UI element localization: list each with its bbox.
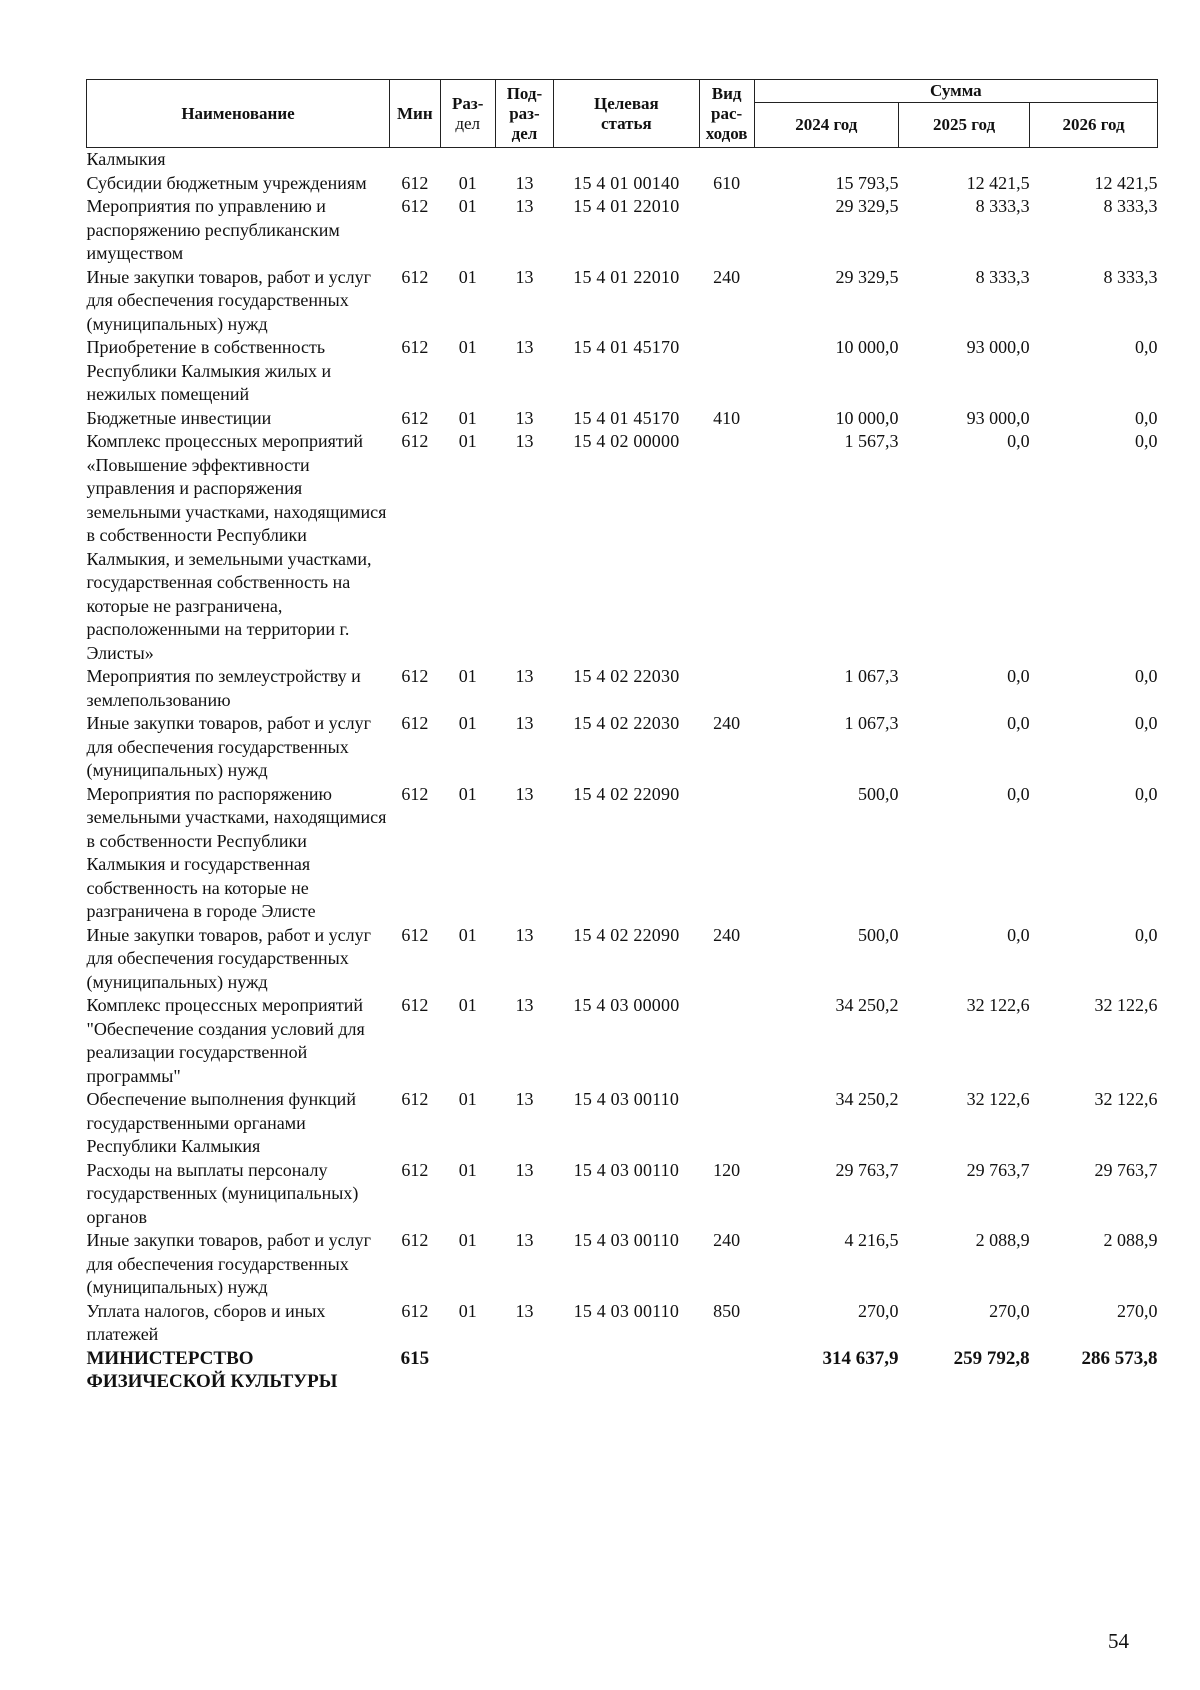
cell-podrazdel: 13 — [515, 431, 534, 451]
cell-2026: 0,0 — [1135, 924, 1158, 945]
cell-2025: 0,0 — [1007, 666, 1030, 686]
cell-podrazdel: 13 — [515, 1089, 534, 1109]
cell-2026: 32 122,6 — [1094, 1089, 1158, 1109]
table-row — [87, 924, 1158, 995]
cell-min — [390, 148, 441, 172]
cell-name: Приобретение в собственность Республики Калмыкия жилых и нежилых помещений — [86, 337, 332, 404]
cell-name: Иные закупки товаров, работ и услуг для обеспечения государственных (муниципальных) нужд — [86, 266, 371, 334]
cell-min: 612 — [401, 1159, 429, 1180]
table-row — [87, 1229, 1158, 1300]
cell-vid: 240 — [713, 924, 741, 945]
table-row — [87, 195, 1158, 266]
cell-razdel: 01 — [458, 713, 477, 733]
cell-razdel: 01 — [458, 431, 477, 451]
cell-razdel: 01 — [458, 1089, 477, 1109]
cell-2025: 270,0 — [989, 1300, 1030, 1321]
cell-vid — [699, 195, 754, 266]
cell-podrazdel: 13 — [515, 407, 534, 428]
cell-2026: 8 333,3 — [1103, 266, 1158, 287]
cell-name: Расходы на выплаты персоналу государственных (муниципальных) органов — [86, 1159, 359, 1227]
cell-min: 612 — [401, 713, 429, 733]
header-podrazdel-line3: дел — [511, 123, 538, 143]
table-row — [87, 1300, 1158, 1347]
header-min: Мин — [390, 80, 441, 148]
cell-razdel: 01 — [458, 1159, 477, 1180]
header-vid-line2: рас- — [711, 103, 743, 123]
cell-podrazdel: 13 — [515, 337, 534, 357]
cell-2026: 0,0 — [1135, 431, 1158, 451]
cell-2024: 29 329,5 — [835, 266, 899, 287]
cell-vid: 240 — [713, 1230, 741, 1250]
cell-2024: 10 000,0 — [835, 407, 899, 428]
cell-2025: 8 333,3 — [975, 266, 1030, 287]
cell-min: 612 — [401, 407, 429, 428]
cell-target: 15 4 01 00140 — [573, 172, 680, 193]
cell-podrazdel: 13 — [515, 1159, 534, 1180]
cell-razdel: 01 — [458, 172, 477, 193]
header-podrazdel-line1: Под- — [506, 83, 543, 103]
cell-razdel: 01 — [458, 995, 477, 1015]
cell-2026: 0,0 — [1135, 337, 1158, 357]
cell-target: 15 4 03 00110 — [573, 1230, 680, 1250]
header-razdel — [440, 80, 495, 148]
cell-min: 612 — [401, 1300, 429, 1321]
cell-2025: 93 000,0 — [966, 407, 1030, 428]
cell-podrazdel: 13 — [515, 196, 534, 216]
cell-name: Комплекс процессных мероприятий "Обеспечение создания условий для реализации государственной программы" — [86, 995, 365, 1086]
cell-razdel: 01 — [458, 266, 477, 287]
cell-2024: 1 067,3 — [844, 666, 899, 686]
cell-2026: 2 088,9 — [1103, 1230, 1158, 1250]
cell-2024: 500,0 — [857, 924, 899, 945]
cell-2026: 0,0 — [1135, 713, 1158, 733]
cell-target: 15 4 03 00110 — [573, 1089, 680, 1109]
cell-2025: 0,0 — [1007, 431, 1030, 451]
cell-target — [554, 1347, 699, 1394]
cell-name: Мероприятия по землеустройству и землепользованию — [86, 666, 361, 710]
header-vid — [699, 80, 754, 148]
cell-vid — [699, 994, 754, 1088]
cell-razdel: 01 — [458, 666, 477, 686]
table-row — [87, 665, 1158, 712]
cell-podrazdel: 13 — [515, 266, 534, 287]
cell-2025: 259 792,8 — [953, 1347, 1030, 1369]
cell-min: 612 — [401, 666, 429, 686]
cell-min: 612 — [401, 266, 429, 287]
cell-podrazdel: 13 — [515, 995, 534, 1015]
cell-vid: 610 — [713, 172, 741, 193]
header-year-2025: 2025 год — [898, 103, 1029, 148]
cell-vid — [699, 665, 754, 712]
header-razdel-line2: дел — [455, 113, 481, 133]
cell-min: 612 — [401, 172, 429, 193]
cell-vid: 850 — [713, 1300, 741, 1321]
header-target-line2: статья — [601, 113, 652, 133]
table-row — [87, 336, 1158, 407]
cell-vid — [699, 336, 754, 407]
cell-name: Иные закупки товаров, работ и услуг для обеспечения государственных (муниципальных) нужд — [86, 1230, 371, 1297]
header-year-2026: 2026 год — [1030, 103, 1158, 148]
header-vid-line1: Вид — [711, 83, 742, 103]
header-year-2024: 2024 год — [754, 103, 898, 148]
cell-2024: 4 216,5 — [844, 1230, 899, 1250]
table-row — [87, 1159, 1158, 1230]
cell-name: Калмыкия — [86, 149, 166, 169]
cell-podrazdel: 13 — [515, 1230, 534, 1250]
cell-2025: 2 088,9 — [975, 1230, 1030, 1250]
cell-2025 — [898, 148, 1029, 172]
table-row — [87, 712, 1158, 783]
cell-name: МИНИСТЕРСТВО ФИЗИЧЕСКОЙ КУЛЬТУРЫ — [86, 1347, 338, 1392]
table-row — [87, 1347, 1158, 1394]
cell-target — [554, 148, 699, 172]
cell-target: 15 4 01 45170 — [573, 337, 680, 357]
cell-target: 15 4 02 22030 — [573, 713, 680, 733]
header-target — [554, 80, 699, 148]
cell-vid: 410 — [713, 407, 741, 428]
cell-2025: 32 122,6 — [966, 1089, 1030, 1109]
cell-podrazdel — [495, 1347, 553, 1394]
cell-target: 15 4 01 22010 — [573, 196, 680, 216]
cell-name: Уплата налогов, сборов и иных платежей — [86, 1300, 326, 1344]
cell-2026: 29 763,7 — [1094, 1159, 1158, 1180]
cell-target: 15 4 02 22090 — [573, 924, 680, 945]
cell-2024 — [754, 148, 898, 172]
cell-2026: 8 333,3 — [1103, 196, 1158, 216]
cell-min: 612 — [401, 995, 429, 1015]
cell-target: 15 4 01 45170 — [573, 407, 680, 428]
cell-2026: 286 573,8 — [1081, 1347, 1158, 1369]
cell-name: Субсидии бюджетным учреждениям — [86, 172, 367, 193]
cell-2025: 0,0 — [1007, 713, 1030, 733]
header-vid-line3: ходов — [705, 123, 748, 143]
cell-target: 15 4 03 00110 — [573, 1300, 680, 1321]
cell-razdel: 01 — [458, 407, 477, 428]
cell-podrazdel: 13 — [515, 783, 534, 804]
cell-2026: 0,0 — [1135, 783, 1158, 804]
cell-2024: 270,0 — [857, 1300, 899, 1321]
cell-2025: 8 333,3 — [975, 196, 1030, 216]
header-podrazdel-line2: раз- — [509, 103, 540, 123]
cell-target: 15 4 03 00110 — [573, 1159, 680, 1180]
cell-min: 612 — [401, 1089, 429, 1109]
cell-min: 612 — [401, 783, 429, 804]
cell-2024: 29 329,5 — [835, 196, 899, 216]
cell-vid: 240 — [713, 713, 741, 733]
cell-razdel: 01 — [458, 924, 477, 945]
cell-razdel — [440, 1347, 495, 1394]
cell-razdel — [440, 148, 495, 172]
cell-vid — [699, 430, 754, 665]
cell-2025: 12 421,5 — [966, 172, 1030, 193]
table-row — [87, 148, 1158, 172]
cell-2024: 34 250,2 — [835, 1089, 899, 1109]
cell-2025: 93 000,0 — [966, 337, 1030, 357]
cell-name: Комплекс процессных мероприятий «Повышение эффективности управления и распоряжения земельными участками, находящимися в собственности Республики Калмыкия, и земельными участками, государственная собственность на которые не разграничена, расположенными на территории г. Элисты» — [86, 431, 387, 663]
cell-razdel: 01 — [458, 1300, 477, 1321]
cell-vid — [699, 783, 754, 924]
cell-min: 612 — [401, 431, 429, 451]
table-body — [87, 148, 1158, 1394]
cell-2025: 29 763,7 — [966, 1159, 1030, 1180]
cell-2024: 10 000,0 — [835, 337, 899, 357]
cell-razdel: 01 — [458, 1230, 477, 1250]
cell-2024: 34 250,2 — [835, 995, 899, 1015]
cell-2026: 0,0 — [1135, 666, 1158, 686]
cell-min: 612 — [401, 196, 429, 216]
cell-min: 612 — [401, 1230, 429, 1250]
cell-name: Мероприятия по распоряжению земельными участками, находящимися в собственности Республики Калмыкия и государственная собственность на которые не разграничена в городе Элисте — [86, 783, 387, 921]
cell-name: Обеспечение выполнения функций государственными органами Республики Калмыкия — [86, 1089, 356, 1156]
header-podrazdel — [495, 80, 553, 148]
cell-target: 15 4 01 22010 — [573, 266, 680, 287]
cell-podrazdel: 13 — [515, 666, 534, 686]
cell-2025: 0,0 — [1007, 924, 1030, 945]
cell-name: Мероприятия по управлению и распоряжению республиканским имуществом — [86, 196, 340, 263]
cell-vid: 240 — [713, 266, 741, 287]
cell-2025: 0,0 — [1007, 783, 1030, 804]
cell-razdel: 01 — [458, 337, 477, 357]
cell-2026 — [1030, 148, 1158, 172]
page-number: 54 — [1108, 1629, 1129, 1653]
header-name: Наименование — [87, 80, 390, 148]
cell-podrazdel: 13 — [515, 172, 534, 193]
header-razdel-line1: Раз- — [452, 93, 484, 113]
cell-2024: 500,0 — [857, 783, 899, 804]
cell-podrazdel: 13 — [515, 924, 534, 945]
cell-2024: 1 567,3 — [844, 431, 899, 451]
cell-2026: 12 421,5 — [1094, 172, 1158, 193]
header-target-line1: Целевая — [593, 93, 659, 113]
table-row — [87, 266, 1158, 337]
cell-target: 15 4 02 00000 — [573, 431, 680, 451]
cell-razdel: 01 — [458, 196, 477, 216]
cell-target: 15 4 02 22030 — [573, 666, 680, 686]
cell-vid — [699, 1347, 754, 1394]
cell-2024: 15 793,5 — [835, 172, 899, 193]
cell-min: 615 — [400, 1347, 430, 1369]
cell-name: Иные закупки товаров, работ и услуг для обеспечения государственных (муниципальных) нужд — [86, 713, 371, 780]
cell-2024: 1 067,3 — [844, 713, 899, 733]
cell-vid: 120 — [713, 1159, 741, 1180]
table-row — [87, 783, 1158, 924]
cell-razdel: 01 — [458, 783, 477, 804]
cell-2025: 32 122,6 — [966, 995, 1030, 1015]
table-row — [87, 994, 1158, 1088]
table-row — [87, 1088, 1158, 1159]
table-row — [87, 172, 1158, 196]
cell-name: Бюджетные инвестиции — [86, 407, 272, 428]
cell-name: Иные закупки товаров, работ и услуг для обеспечения государственных (муниципальных) нужд — [86, 924, 371, 992]
cell-target: 15 4 03 00000 — [573, 995, 680, 1015]
cell-vid — [699, 1088, 754, 1159]
budget-table — [86, 79, 1158, 1394]
cell-podrazdel: 13 — [515, 1300, 534, 1321]
table-row — [87, 430, 1158, 665]
cell-2024: 314 637,9 — [822, 1347, 899, 1369]
cell-min: 612 — [401, 924, 429, 945]
cell-podrazdel — [495, 148, 553, 172]
cell-2026: 32 122,6 — [1094, 995, 1158, 1015]
cell-podrazdel: 13 — [515, 713, 534, 733]
header-sum: Сумма — [754, 80, 1157, 103]
cell-vid — [699, 148, 754, 172]
table-row — [87, 407, 1158, 431]
cell-min: 612 — [401, 337, 429, 357]
cell-2024: 29 763,7 — [835, 1159, 899, 1180]
cell-2026: 0,0 — [1135, 407, 1158, 428]
cell-2026: 270,0 — [1117, 1300, 1158, 1321]
cell-target: 15 4 02 22090 — [573, 783, 680, 804]
